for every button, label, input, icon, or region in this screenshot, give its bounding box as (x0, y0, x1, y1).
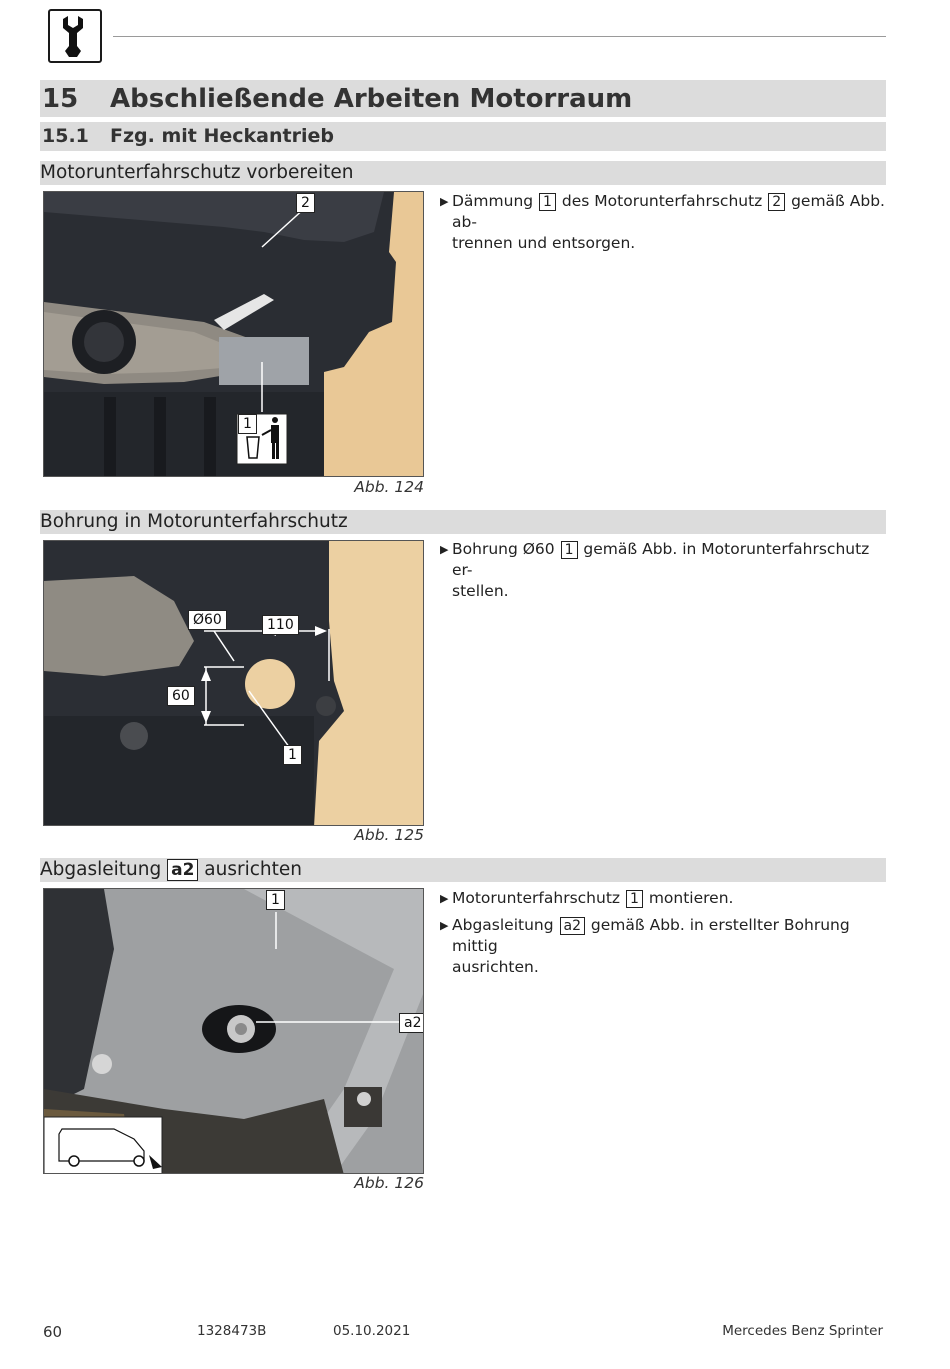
step-text: Dämmung (452, 192, 539, 210)
step-text: gemäß Abb. in Motorunterfahrschutz er- (452, 540, 870, 579)
bullet-triangle-icon: ▶ (440, 919, 449, 932)
figure-caption: Abb. 125 (354, 826, 424, 844)
subsection-heading-3 (40, 858, 886, 882)
section-heading (40, 122, 886, 151)
bullet-triangle-icon: ▶ (440, 543, 449, 556)
step-text: des Motorunterfahrschutz (556, 192, 768, 210)
wrench-icon (50, 11, 100, 61)
chapter-number: 15 (42, 84, 79, 114)
doc-number: 1328473B (197, 1323, 267, 1339)
callout-1: 1 (238, 414, 257, 434)
step-text: Abgasleitung (452, 916, 559, 934)
subsection-heading-1 (40, 161, 886, 185)
header-rule (113, 36, 886, 37)
subsection-title (40, 859, 302, 880)
callout-a2: a2 (399, 1013, 424, 1033)
step-text: Motorunterfahrschutz (452, 889, 625, 907)
callout-distance-60: 60 (167, 686, 195, 706)
instruction-step (440, 539, 886, 602)
callout-diameter: Ø60 (188, 610, 227, 630)
figure-124-photo (43, 191, 424, 477)
instruction-step (440, 888, 886, 909)
subsection-title: Bohrung in Motorunterfahrschutz (40, 511, 348, 532)
step-text: gemäß Abb. in erstellter Bohrung mittig (452, 916, 850, 955)
step-text: gemäß Abb. ab- (452, 192, 885, 231)
figure-125-photo (43, 540, 424, 826)
callout-ref: a2 (560, 917, 586, 935)
heading-text: Abgasleitung (40, 859, 168, 880)
step-text: trennen und entsorgen. (452, 234, 636, 252)
page-number: 60 (43, 1323, 63, 1341)
callout-1: 1 (283, 745, 302, 765)
instruction-step (440, 191, 886, 254)
subsection-title: Motorunterfahrschutz vorbereiten (40, 162, 354, 183)
brand-name: Mercedes Benz Sprinter (722, 1323, 883, 1339)
chapter-title: Abschließende Arbeiten Motorraum (110, 84, 633, 114)
figure-126-photo (43, 888, 424, 1174)
tool-section-box (48, 9, 102, 63)
heading-text: ausrichten (198, 859, 303, 880)
figure-caption: Abb. 126 (354, 1174, 424, 1192)
callout-2: 2 (296, 193, 315, 213)
subsection-heading-2 (40, 510, 886, 534)
callout-ref: 2 (768, 193, 785, 211)
step-text: ausrichten. (452, 958, 539, 976)
bullet-triangle-icon: ▶ (440, 892, 449, 905)
step-text: stellen. (452, 582, 509, 600)
callout-ref: 1 (561, 541, 578, 559)
callout-distance-110: 110 (262, 615, 299, 635)
section-number: 15.1 (42, 125, 89, 147)
callout-ref: 1 (626, 890, 643, 908)
callout-ref: 1 (539, 193, 556, 211)
van-icon (44, 1117, 162, 1174)
heading-chip: a2 (167, 859, 198, 881)
doc-date: 05.10.2021 (333, 1323, 411, 1339)
step-text: Bohrung Ø60 (452, 540, 560, 558)
instruction-step (440, 915, 886, 978)
chapter-heading (40, 80, 886, 117)
callout-1: 1 (266, 890, 285, 910)
bullet-triangle-icon: ▶ (440, 195, 449, 208)
section-title: Fzg. mit Heckantrieb (110, 125, 334, 147)
figure-caption: Abb. 124 (354, 478, 424, 496)
step-text: montieren. (643, 889, 734, 907)
